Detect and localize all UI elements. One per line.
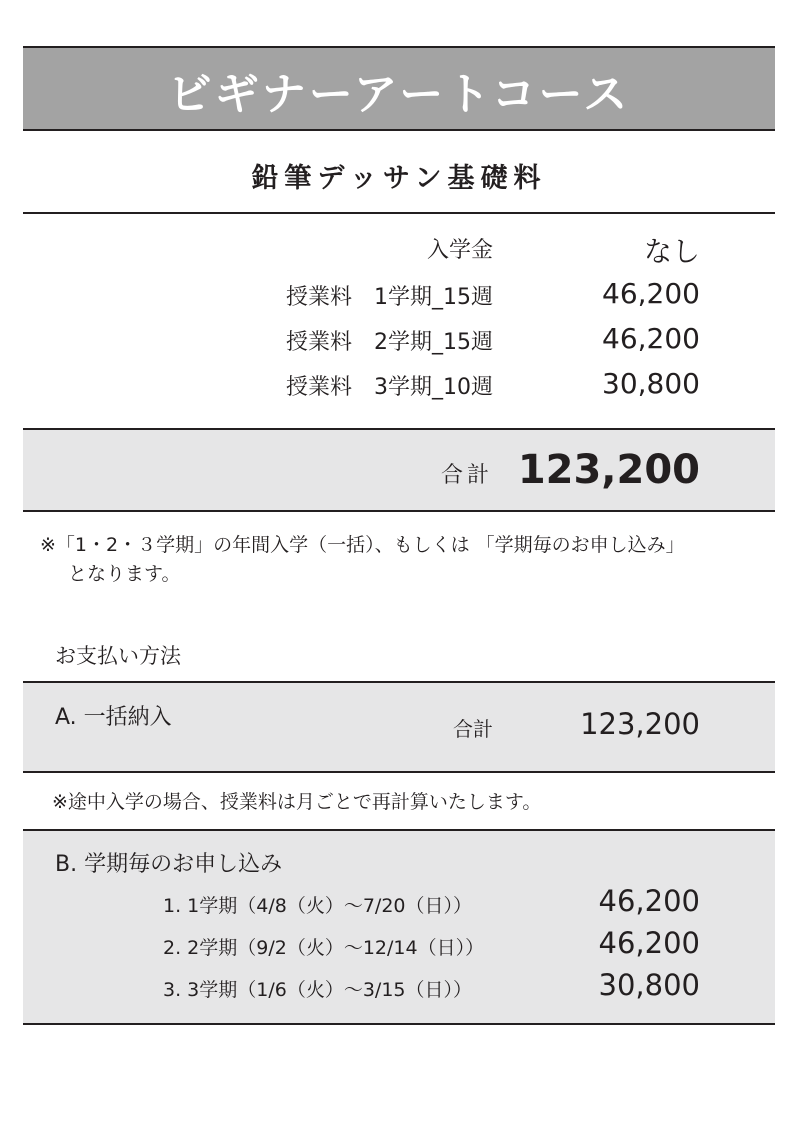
enrollment-note-line2: となります。 — [68, 563, 181, 585]
fee-row-label: 授業料 2学期_15週 — [286, 330, 493, 355]
fee-row-label: 授業料 3学期_10週 — [286, 375, 493, 400]
option-b-title: B. 学期毎のお申し込み — [55, 852, 283, 877]
fee-row-label: 授業料 1学期_15週 — [286, 285, 493, 310]
option-b-bottom-rule — [23, 1023, 775, 1025]
payment-heading: お支払い方法 — [55, 644, 181, 668]
total-label: 合計 — [440, 463, 493, 488]
fee-row-value: 30,800 — [602, 367, 700, 400]
recalculation-note: ※途中入学の場合、授業料は月ごとで再計算いたします。 — [52, 791, 542, 813]
option-a-bottom-rule — [23, 771, 775, 773]
fee-row-value: 46,200 — [602, 322, 700, 355]
option-a-title: A. 一括納入 — [55, 705, 172, 730]
course-name: 鉛筆デッサン基礎料 — [251, 163, 547, 194]
term-row-label: 2. 2学期（9/2（火）～12/14（日）） — [163, 937, 485, 959]
total-bottom-rule — [23, 510, 775, 512]
fee-row-value: なし — [643, 235, 700, 268]
page-title: ビギナーアートコース — [167, 69, 631, 120]
enrollment-note-line1: ※「1・2・３学期」の年間入学（一括）、もしくは 「学期毎のお申し込み」 — [40, 534, 685, 556]
term-row-value: 46,200 — [598, 926, 700, 960]
term-row-label: 3. 3学期（1/6（火）～3/15（日）） — [163, 979, 473, 1001]
term-row-value: 46,200 — [598, 884, 700, 918]
term-row-label: 1. 1学期（4/8（火）～7/20（日）） — [163, 895, 473, 917]
total-value: 123,200 — [517, 447, 700, 493]
fee-row-value: 46,200 — [602, 277, 700, 310]
term-row-value: 30,800 — [598, 968, 700, 1002]
option-a-total-label: 合計 — [453, 717, 493, 741]
fee-row-label: 入学金 — [426, 238, 493, 263]
option-a-total-value: 123,200 — [580, 707, 700, 741]
title-bottom-rule — [23, 129, 775, 131]
course-bottom-rule — [23, 212, 775, 214]
